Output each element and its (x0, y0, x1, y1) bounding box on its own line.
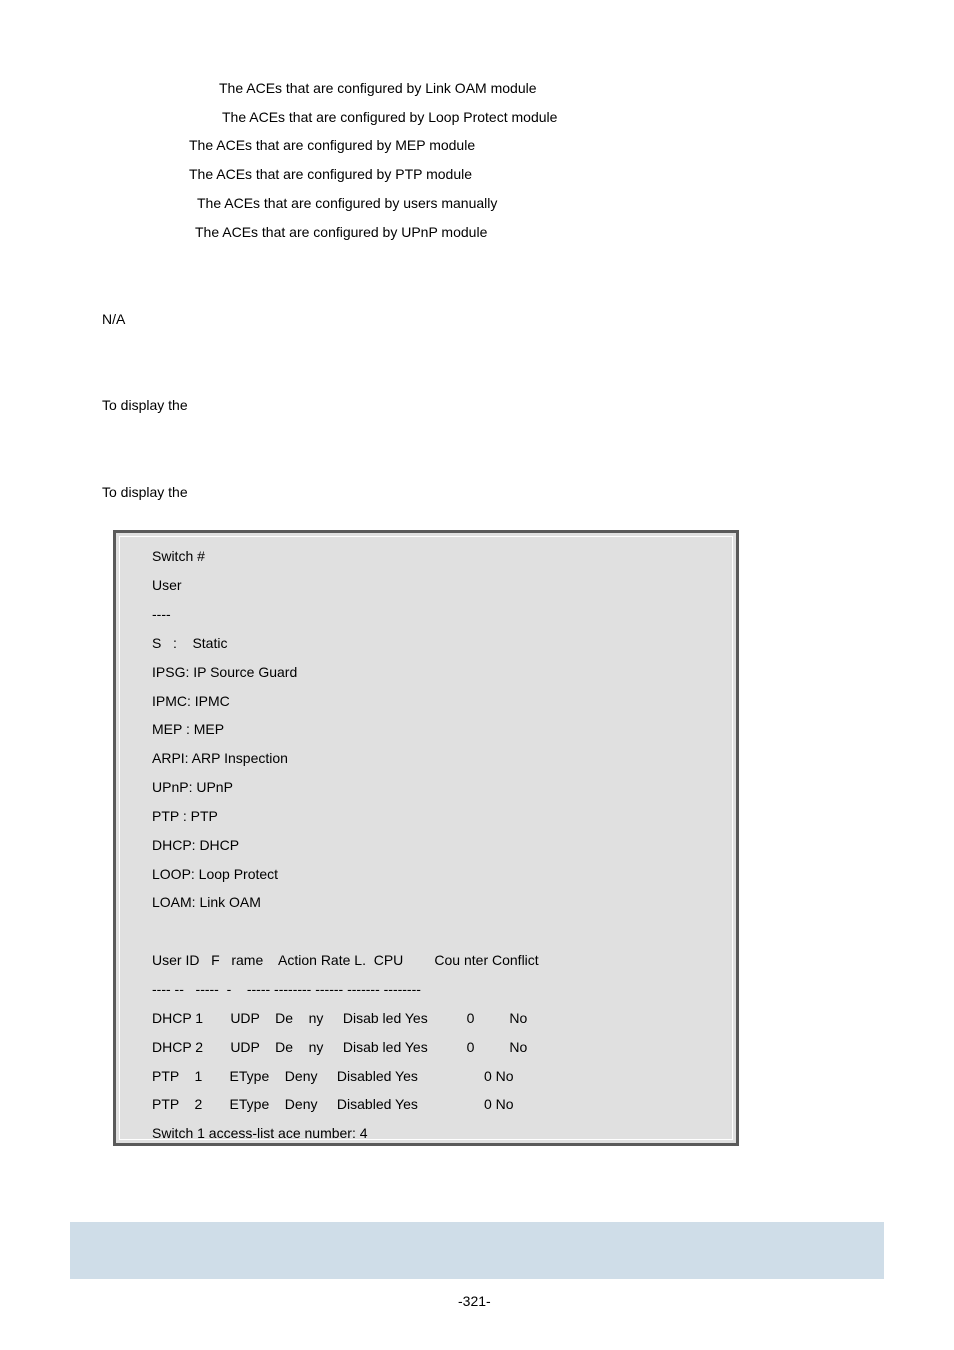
terminal-line: User (152, 577, 182, 593)
terminal-line: DHCP 1 UDP De ny Disab led Yes 0 No (152, 1010, 528, 1026)
default-value: N/A (102, 311, 126, 327)
terminal-line: ARPI: ARP Inspection (152, 750, 288, 766)
terminal-line: DHCP 2 UDP De ny Disab led Yes 0 No (152, 1039, 528, 1055)
command-example-box (113, 530, 739, 1146)
terminal-line: LOOP: Loop Protect (152, 866, 279, 882)
terminal-line: PTP 1 EType Deny Disabled Yes 0 No (152, 1068, 514, 1084)
usage-text-2: To display the (102, 484, 188, 500)
desc-loop-protect: The ACEs that are configured by Loop Protect module (222, 109, 558, 125)
terminal-line: PTP 2 EType Deny Disabled Yes 0 No (152, 1096, 514, 1112)
terminal-line: User ID F rame Action Rate L. CPU Cou nter Conflict (152, 952, 539, 968)
terminal-line: IPSG: IP Source Guard (152, 664, 298, 680)
usage-text-1: To display the (102, 397, 188, 413)
desc-link-oam: The ACEs that are configured by Link OAM module (219, 80, 537, 96)
terminal-line: S : Static (152, 635, 228, 651)
page-number: -321- (458, 1293, 491, 1309)
terminal-line: Switch # (152, 548, 205, 564)
terminal-line: LOAM: Link OAM (152, 894, 261, 910)
terminal-line: Switch 1 access-list ace number: 4 (152, 1125, 368, 1141)
terminal-line: PTP : PTP (152, 808, 218, 824)
desc-ptp: The ACEs that are configured by PTP module (189, 166, 473, 182)
desc-users: The ACEs that are configured by users manually (197, 195, 498, 211)
terminal-line: MEP : MEP (152, 721, 225, 737)
terminal-line: ---- (152, 606, 171, 622)
desc-upnp: The ACEs that are configured by UPnP module (195, 224, 488, 240)
terminal-line: ---- -- ----- - ----- -------- ------ ------- -------- (152, 981, 421, 997)
section-heading-band (70, 1222, 884, 1279)
desc-mep: The ACEs that are configured by MEP module (189, 137, 476, 153)
terminal-line: UPnP: UPnP (152, 779, 233, 795)
terminal-line: IPMC: IPMC (152, 693, 230, 709)
terminal-line: DHCP: DHCP (152, 837, 240, 853)
